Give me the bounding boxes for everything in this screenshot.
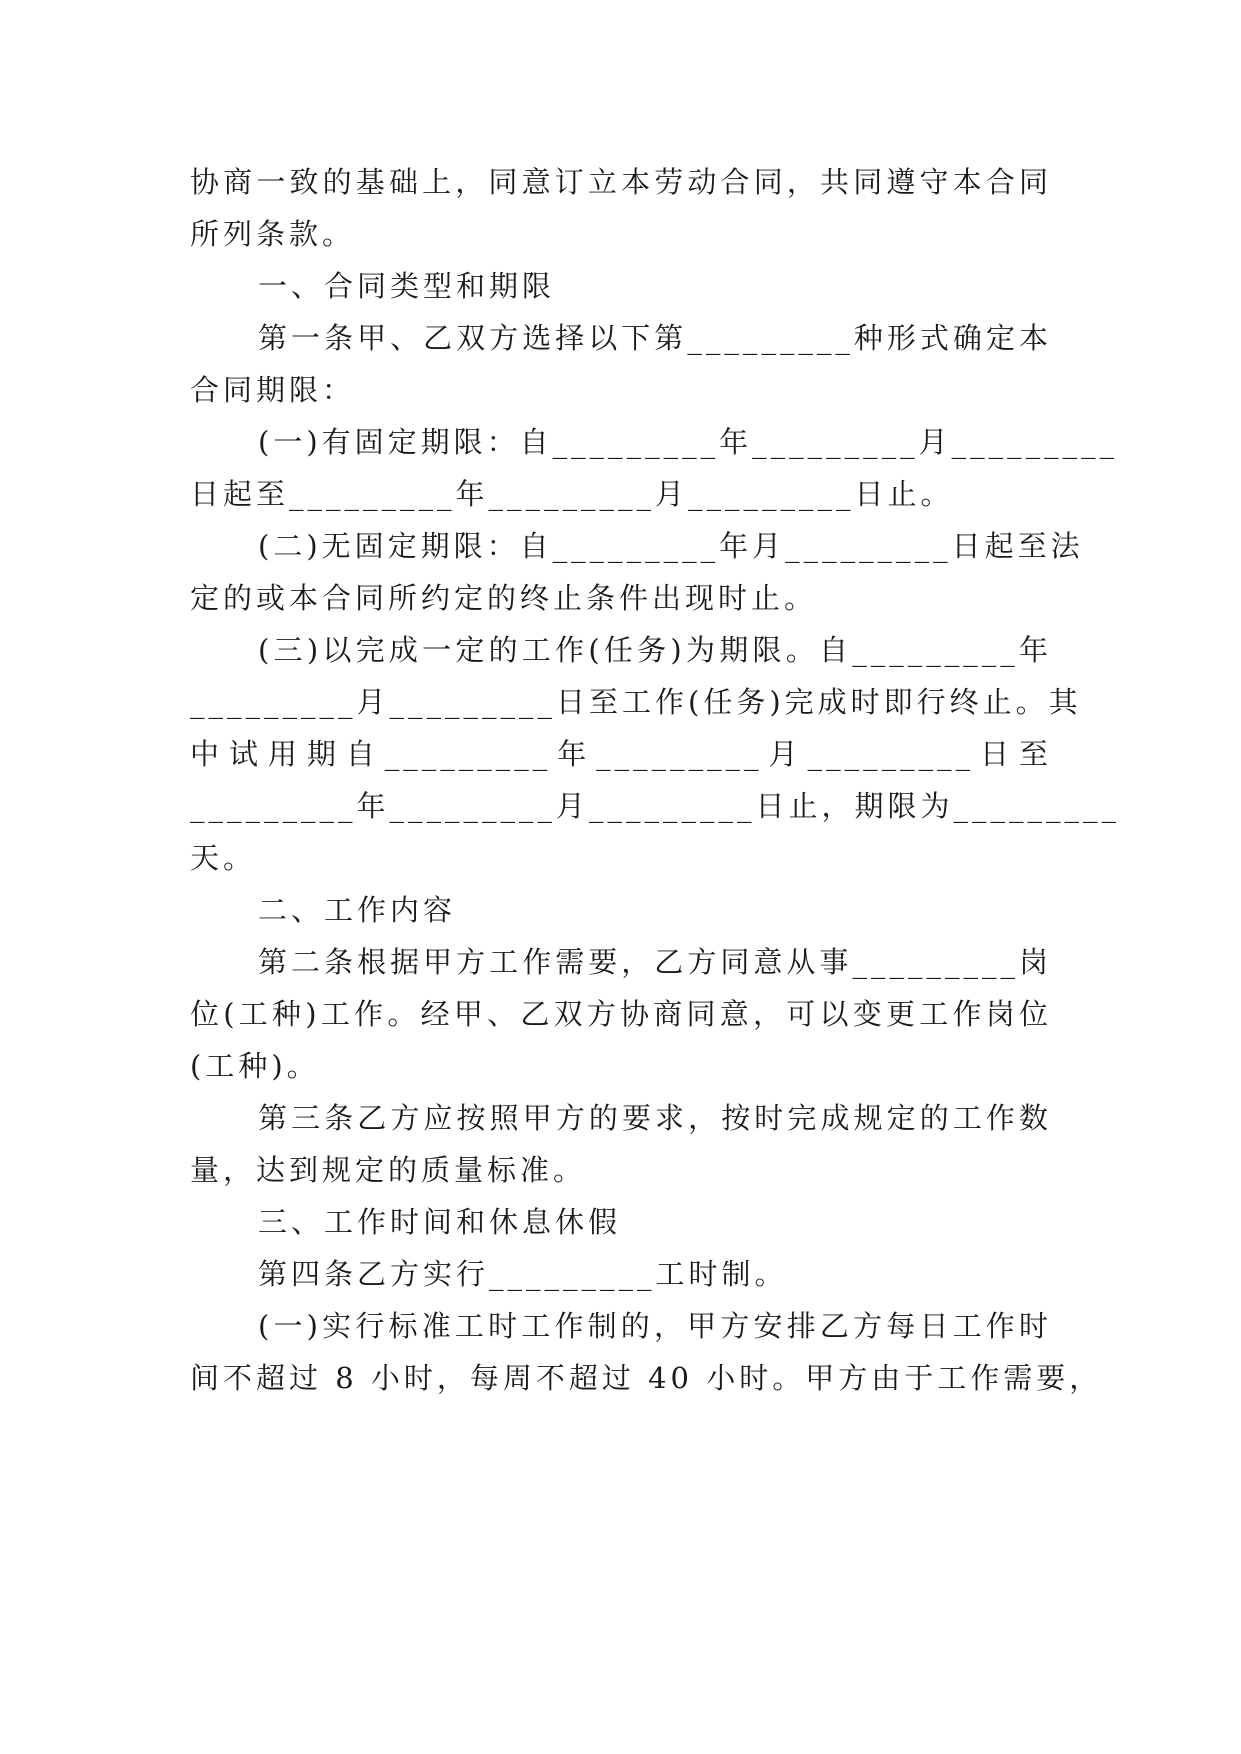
text-line: (一)实行标准工时工作制的，甲方安排乙方每日工作时	[258, 1309, 1052, 1343]
text-line: _________年_________月_________日止，期限为_________	[190, 789, 1121, 823]
text-line: (一)有固定期限：自_________年_________月_________	[258, 425, 1119, 459]
text-line: 中试用期自_________年_________月_________日至	[190, 737, 1052, 771]
text-line: (工种)。	[190, 1049, 320, 1083]
text-line: (二)无固定期限：自_________年月_________日起至法	[258, 529, 1084, 563]
text-line: _________月_________日至工作(任务)完成时即行终止。其	[190, 685, 1082, 719]
text-line: 第三条乙方应按照甲方的要求，按时完成规定的工作数	[258, 1101, 1052, 1135]
text-line: 所列条款。	[190, 217, 356, 251]
text-line: 第二条根据甲方工作需要，乙方同意从事_________岗	[258, 945, 1052, 979]
text-line: 日起至_________年_________月_________日止。	[190, 477, 954, 511]
section-heading: 三、工作时间和休息休假	[258, 1205, 622, 1239]
text-line: 协商一致的基础上，同意订立本劳动合同，共同遵守本合同	[190, 165, 1052, 199]
text-line: 第四条乙方实行_________工时制。	[258, 1257, 788, 1291]
section-heading: 二、工作内容	[258, 893, 457, 927]
text-line: 第一条甲、乙双方选择以下第_________种形式确定本	[258, 321, 1052, 355]
text-line: 合同期限：	[190, 373, 356, 407]
text-line: 天。	[190, 841, 257, 875]
section-heading: 一、合同类型和期限	[258, 269, 556, 303]
text-line: 量，达到规定的质量标准。	[190, 1153, 587, 1187]
text-line: 定的或本合同所约定的终止条件出现时止。	[190, 581, 818, 615]
text-line: 间不超过 8 小时，每周不超过 40 小时。甲方由于工作需要，	[190, 1361, 1103, 1395]
text-line: 位(工种)工作。经甲、乙双方协商同意，可以变更工作岗位	[190, 997, 1052, 1031]
text-line: (三)以完成一定的工作(任务)为期限。自_________年	[258, 633, 1052, 667]
